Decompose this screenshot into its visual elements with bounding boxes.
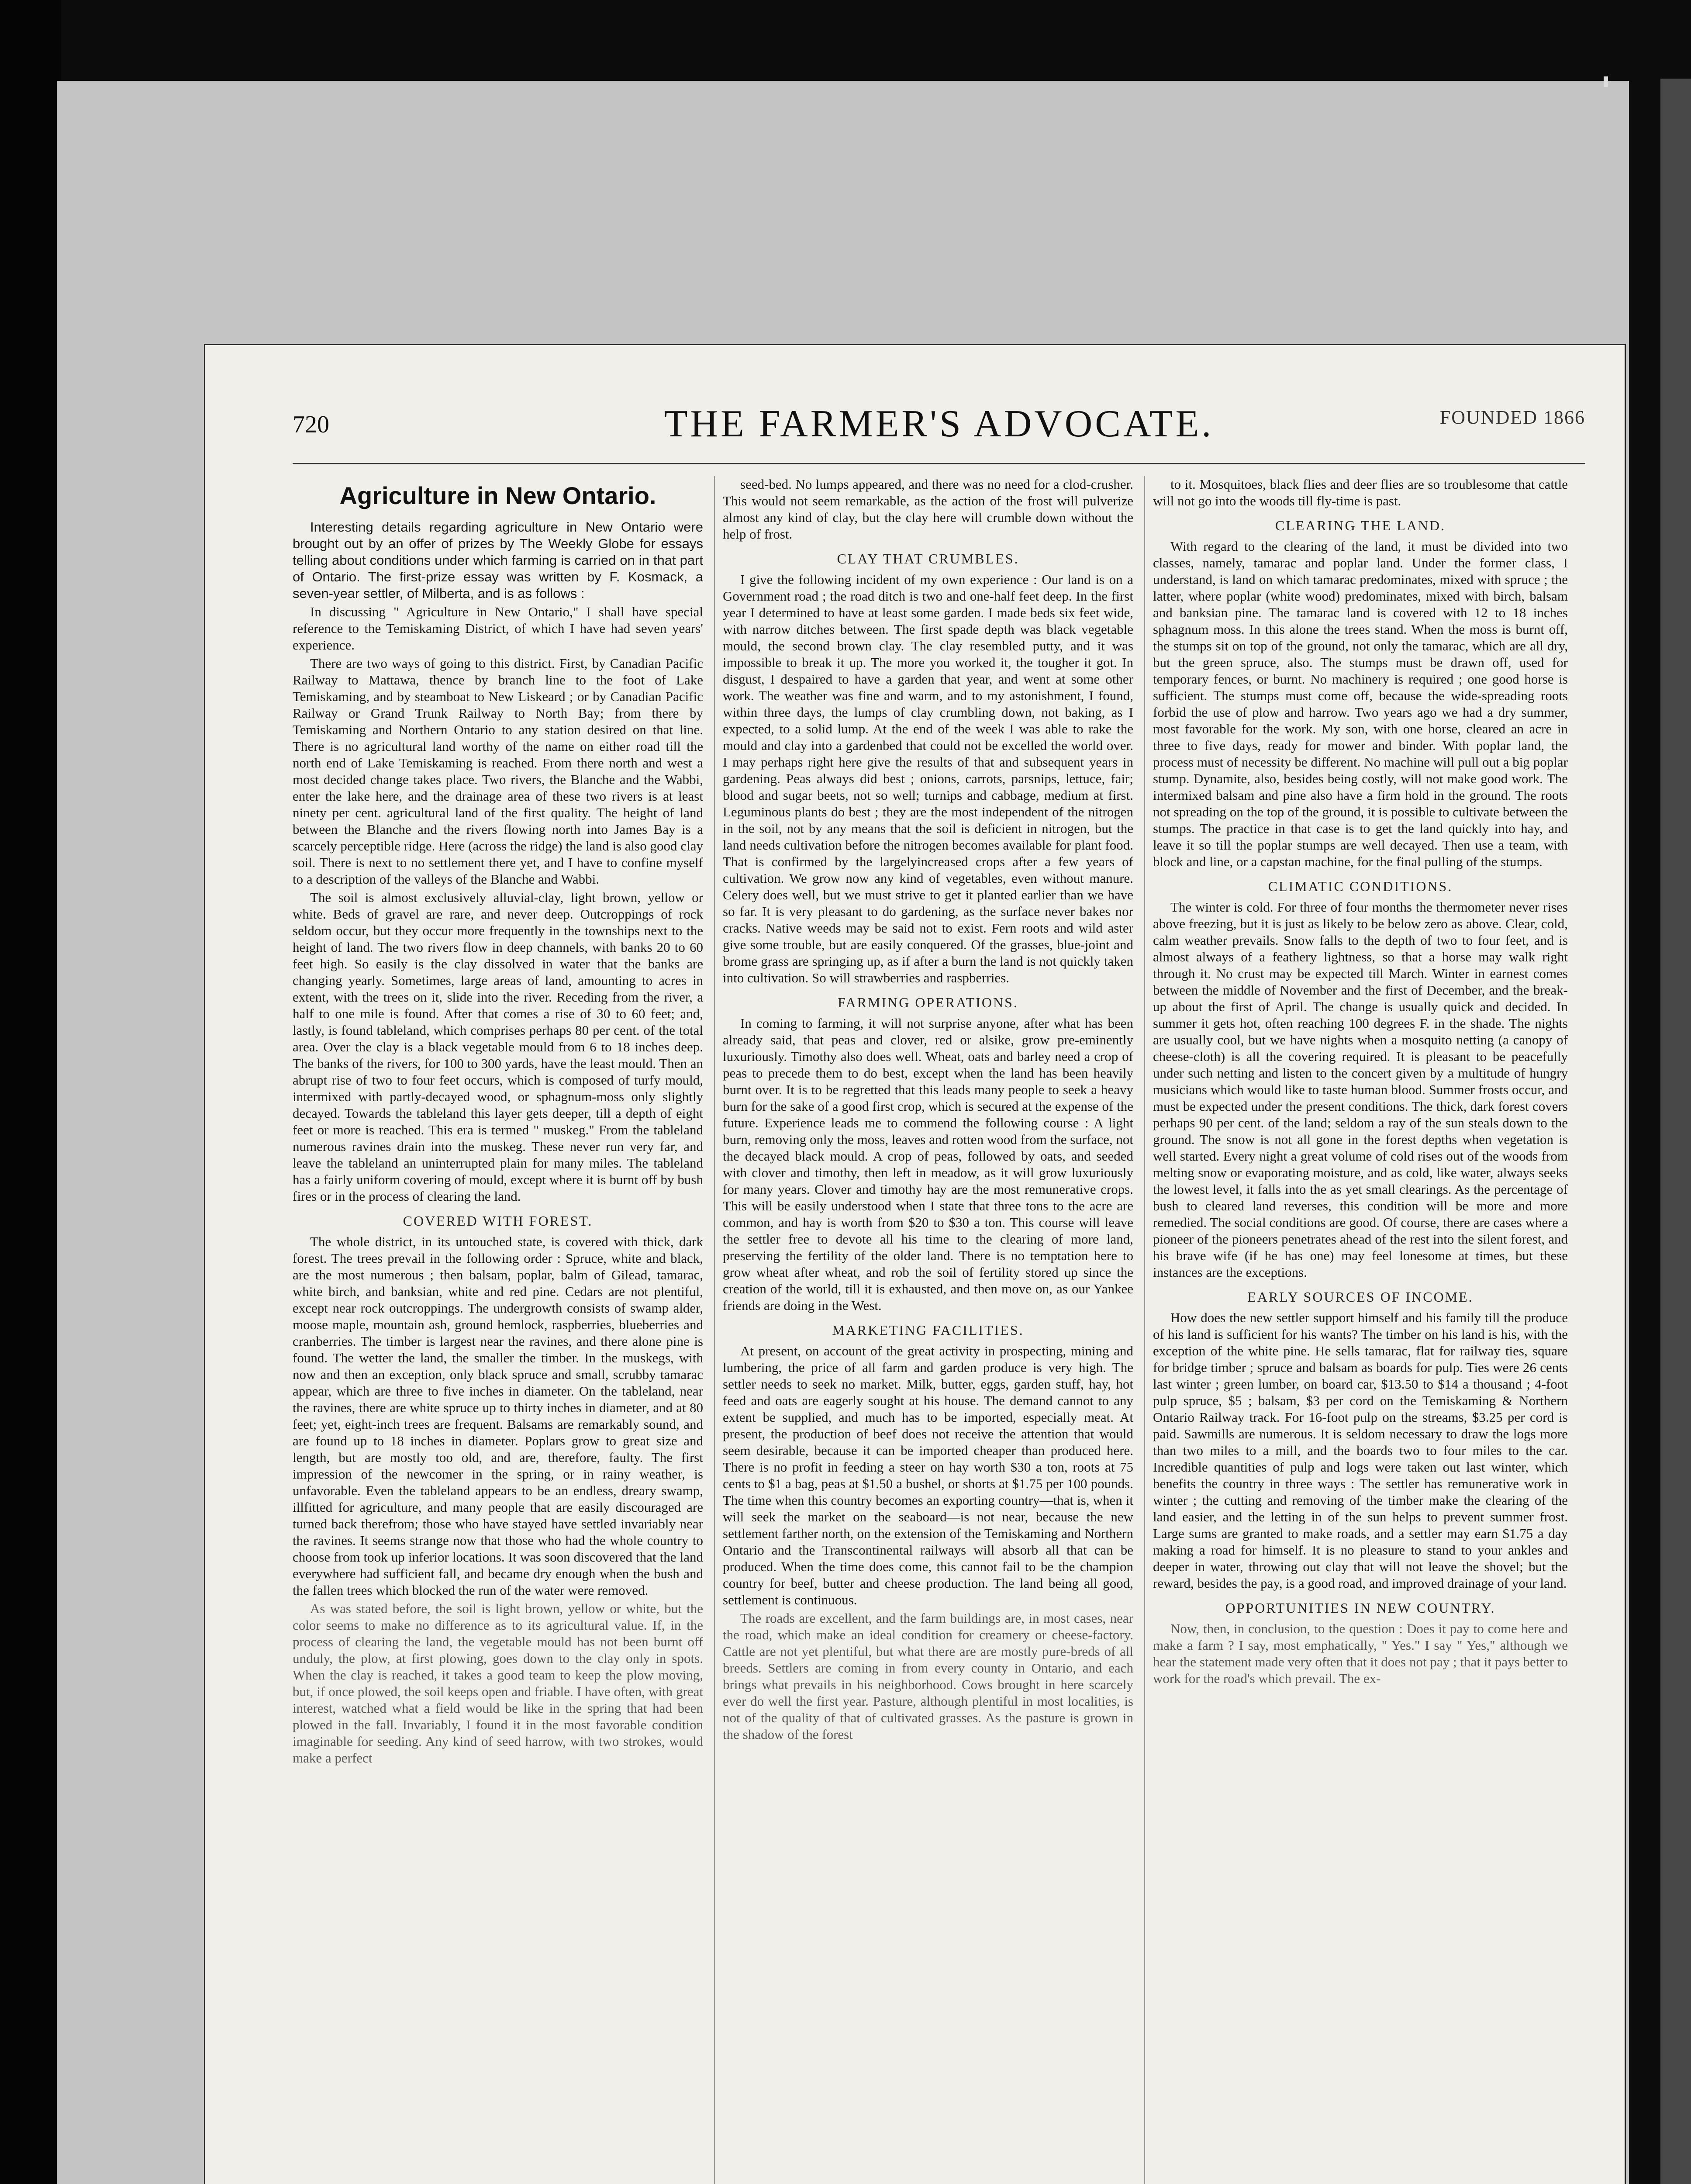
column-2: [723, 476, 1133, 2184]
page-number: 720: [293, 411, 329, 438]
section-heading: OPPORTUNITIES IN NEW COUNTRY.: [1225, 1600, 1496, 1616]
film-tick-mark: [1604, 76, 1608, 87]
section-heading: CLEARING THE LAND.: [1275, 518, 1446, 533]
paragraph: The whole district, in its untouched state, is covered with thick, dark forest. The trees prevail in the following order : Spruce, white and black, are the most numerous ; then balsam, poplar, balm of Gilead, tamarac, white birch, and banksian, white and red pine. Cedars are not plentiful, except near rock outcroppings. The undergrowth consists of swamp alder, moose maple, mountain ash, ground hemlock, raspberries, blueberries and cranberries. The timber is largest near the ravines, and there alone pine is found. The wetter the land, the smaller the timber. In the muskegs, with now and then an exception, only black spruce and small, scrubby tamarac appear, which are three to five inches in diameter. On the tableland, near the ravines, there are white spruce up to thirty inches in diameter, and at 80 feet; yet, eight-inch trees are frequent. Balsams are remarkably sound, and are found up to 18 inches in diameter. Poplars grow to great size and length, but are mostly too old, and are, therefore, faulty. The first impression of the newcomer in the spring, or in rainy weather, is unfavorable. Even the tableland appears to be an endless, dreary swamp, illfitted for agriculture, and many people that are easily discouraged are turned back therefrom; those who have stayed have settled invariably near the ravines. It seems strange now that those who had the whole country to choose from took up inferior locations. It was soon discovered that the land everywhere had sufficient fall, and became dry enough when the bush and the fallen trees which blocked the run of the water were removed.: [293, 1234, 703, 1598]
paragraph: The roads are excellent, and the farm buildings are, in most cases, near the road, which make an ideal condition for creamery or cheese-factory. Cattle are not yet plentiful, but what there are are mostly pure-breds of all breeds. Settlers are coming in from every county in Ontario, and each brings what prevails in his neighborhood. Cows brought in here scarcely ever do well the first year. Pasture, although plentiful in most localities, is not of the quality of that of cultivated grasses. As the pasture is grown in the shadow of the forest: [723, 1610, 1133, 1742]
paragraph: With regard to the clearing of the land, it must be divided into two classes, namely, tamarac and poplar land. Under the former class, I understand, is land on which tamarac predominates, mixed with spruce ; the latter, where poplar (white wood) predominates, mixed with birch, balsam and banksian pine. The tamarac land is covered with 12 to 18 inches sphagnum moss. In this alone the trees stand. When the moss is burnt off, the stumps sit on top of the ground, not only the tamarac, which are all dry, but the green spruce, also. The stumps must be drawn off, used for temporary fences, or burnt. No machinery is required ; one good horse is sufficient. The stumps must come off, because the wide-spreading roots forbid the use of plow and harrow. Two years ago we had a dry summer, most favorable for the work. My son, with one horse, cleared an acre in three to five days, ready for mower and binder. With poplar land, the process must of necessity be different. No machine will pull out a big poplar stump. Dynamite, also, besides being costly, will not make good work. The intermixed balsam and pine also have a firm hold in the ground. The roots not spreading on the top of the ground, it is possible to cultivate between the stumps. The practice in that case is to get the land quickly into hay, and leave it so till the poplar stumps are well decayed. Then use a team, with block and line, or a capstan machine, for the final pulling of the stumps.: [1153, 539, 1568, 869]
film-edge-right: [1660, 79, 1691, 2184]
header-rule: [293, 463, 1585, 464]
founded-label: FOUNDED 1866: [1439, 407, 1585, 428]
paragraph: In discussing " Agriculture in New Ontario," I shall have special reference to the Temiskaming District, of which I have had seven years' experience.: [293, 604, 703, 653]
paragraph: How does the new settler support himself and his family till the produce of his land is sufficient for his wants? The timber on his land is his, with the exception of the white pine. He sells tamarac, flat for railway ties, square for bridge timber ; spruce and balsam as boards for pulp. Ties were 26 cents last winter ; green lumber, on board car, $13.50 to $14 a thousand ; 4-foot pulp spruce, $5 ; balsam, $3 per cord on the Temiskaming & Northern Ontario Railway track. For 16-foot pulp on the streams, $3.25 per cord is paid. Sawmills are numerous. It is seldom necessary to draw the logs more than two miles to a mill, and the boards two to four miles to the car. Incredible quantities of pulp and logs were taken out last winter, which benefits the country in three ways : The settler has remunerative work in winter ; the cutting and removing of the timber make the clearing of the land easier, and the letting in of the sun helps to prevent summer frost. Large sums are granted to make roads, and a settler may earn $1.75 a day making a road for himself. It is no pleasure to stand to your ankles and deeper in water, throwing out clay that will not leave the shovel; but the reward, besides the pay, is a good road, and improved drainage of your land.: [1153, 1310, 1568, 1591]
section-heading: MARKETING FACILITIES.: [832, 1322, 1024, 1338]
section-heading: FARMING OPERATIONS.: [838, 995, 1018, 1010]
section-heading: COVERED WITH FOREST.: [403, 1213, 593, 1229]
paragraph: The soil is almost exclusively alluvial-clay, light brown, yellow or white. Beds of gravel are rare, and never deep. Outcroppings of rock seldom occur, but they occur more frequently in the townships next to the height of land. The two rivers flow in deep channels, with banks 20 to 60 feet high. So easily is the clay dissolved in water that the banks are changing yearly. Sometimes, large areas of land, amounting to acres in extent, with the trees on it, slide into the river. Receding from the river, a half to one mile is found. After that comes a rise of 30 to 60 feet; and, lastly, is found tableland, which comprises perhaps 80 per cent. of the total area. Over the clay is a black vegetable mould from 6 to 18 inches deep. The banks of the rivers, for 100 to 300 yards, have the least mould. Then an abrupt rise of two to four feet occurs, which is composed of turfy mould, intermixed with partly-decayed wood, or sphagnum-moss only slightly decayed. Towards the tableland this layer gets deeper, till a depth of eight feet or more is reached. This era is termed " muskeg." From the tableland numerous ravines drain into the muskeg. These never run very far, and leave the tableland an uninterrupted plain for many miles. The tableland has a fairly uniform covering of mould, except where it is burnt off by bush fires or in the process of clearing the land.: [293, 890, 703, 1204]
article-title: Agriculture in New Ontario.: [339, 482, 656, 509]
newspaper-page: [205, 345, 1625, 2184]
paragraph: In coming to farming, it will not surprise anyone, after what has been already said, that peas and clover, red or alsike, grow pre-eminently luxuriously. Timothy also does well. Wheat, oats and barley need a crop of peas to precede them to do best, except when the land has been heavily burnt over. It is to be regretted that this leads many people to seek a heavy burn for the sake of a good first crop, which is secured at the expense of the future. Experience leads me to commend the following course : A light burn, removing only the moss, leaves and rotten wood from the surface, not the decayed black mould. A crop of peas, followed by oats, and seeded with clover and timothy, then left in meadow, as it will grow luxuriously for many years. Clover and timothy hay are the most remunerative crops. This will be easily understood when I state that three tons to the acre are common, and hay is worth from $20 to $30 a ton. This course will leave the settler free to devote all his time to the clearing of more land, preserving the fertility of the older land. There is no temptation here to grow wheat after wheat, and rob the soil of fertility stored up since the creation of the world, till it is exhausted, and then move on, as our Yankee friends are doing in the West.: [723, 1016, 1133, 1313]
section-heading: CLAY THAT CRUMBLES.: [837, 551, 1019, 567]
paragraph: I give the following incident of my own experience : Our land is on a Government road ; the road ditch is two and one-half feet deep. In the first year I determined to have at least some garden. I made beds six feet wide, with narrow ditches between. The first spade depth was black vegetable mould, the second brown clay. The clay resembled putty, and it was impossible to break it up. The more you worked it, the tougher it got. In disgust, I despaired to have a garden that year, and went at some other work. The weather was fine and warm, and to my astonishment, I found, within three days, the lumps of clay crumbling down, not baking, as I expected, to a solid lump. At the end of the week I was able to rake the mould and clay into a gardenbed that could not be excelled the world over. I may perhaps right here give the results of that and subsequent years in gardening. Peas always did best ; onions, carrots, parsnips, lettuce, fair; blood and sugar beets, not so well; turnips and cabbage, medium at first. Leguminous plants do best ; they are the most independent of the nitrogen in the soil, not by any means that the soil is deficient in nitrogen, but the land needs cultivation before the nitrogen becomes available for plant food. That is confirmed by the largelyincreased crops after a few years of cultivation. We grow now any kind of vegetables, even without manure. Celery does well, but we must strive to get it planted earlier than we have so far. It is very pleasant to do gardening, as the surface never bakes nor cracks. Native weeds may be said not to exist. Fern roots and wild aster give some trouble, but are easily conquered. Of the grasses, blue-joint and brome grass are springing up, as if after a burn the land is not quickly taken into cultivation. So will strawberries and raspberries.: [723, 572, 1133, 985]
column-3: [1153, 476, 1568, 2184]
section-heading: CLIMATIC CONDITIONS.: [1268, 878, 1453, 894]
masthead-title: THE FARMER'S ADVOCATE.: [664, 403, 1214, 445]
paragraph: Now, then, in conclusion, to the question : Does it pay to come here and make a farm ? I say, most emphatically, " Yes." I say " Yes," although we hear the statement made very often that it does not pay ; that it pays better to work for the road's which prevail. The ex-: [1153, 1621, 1568, 1686]
column-divider: [1144, 476, 1145, 2184]
paragraph: As was stated before, the soil is light brown, yellow or white, but the color seems to make no difference as to its agricultural value. If, in the process of clearing the land, the vegetable mould has not been burnt off unduly, the plow, at first plowing, goes down to the clay only in spots. When the clay is reached, it takes a good team to keep the plow moving, but, if once plowed, the soil keeps open and friable. I have often, with great interest, watched what a field would be like in the spring that had been plowed in the fall. Invariably, I found it in the most favorable condition imaginable for seeding. Any kind of seed harrow, with two strokes, would make a perfect: [293, 1601, 703, 1766]
column-divider: [714, 476, 715, 2184]
paragraph: There are two ways of going to this district. First, by Canadian Pacific Railway to Mattawa, thence by branch line to the foot of Lake Temiskaming, and by steamboat to New Liskeard ; or by Canadian Pacific Railway or Grand Trunk Railway to North Bay; from there by Temiskaming and Northern Ontario to any station desired on that line. There is no agricultural land worthy of the name on either road till the north end of Lake Temiskaming is reached. From there north and west a most decided change takes place. Two rivers, the Blanche and the Wabbi, enter the lake here, and the drainage area of these two rivers is at least ninety per cent. agricultural land of the first quality. The height of land between the Blanche and the rivers flowing north into James Bay is a scarcely perceptible ridge. Here (across the ridge) the land is also good clay soil. There is next to no settlement there yet, and I have to confine myself to a description of the valleys of the Blanche and Wabbi.: [293, 656, 703, 887]
paragraph: to it. Mosquitoes, black flies and deer flies are so troublesome that cattle will not go into the woods till fly-time is past.: [1153, 477, 1568, 508]
paragraph: The winter is cold. For three of four months the thermometer never rises above freezing, but it is just as likely to be below zero as above. Clear, cold, calm weather prevails. Snow falls to the depth of two to four feet, and is almost always of a feathery lightness, so that a horse may walk right through it. No crust may be expected till March. Winter in earnest comes between the middle of November and the first of December, and the break-up about the first of April. The change is usually quick and decided. In summer it gets hot, often reaching 100 degrees F. in the shade. The nights are usually cool, but we have nights when a mosquito netting (a canopy of cheese-cloth) is all the covering required. It is pleasant to be peacefully under such netting and listen to the concert given by a multitude of hungry musicians which would like to taste human blood. Summer frosts occur, and must be expected under the present conditions. The thick, dark forest covers perhaps 90 per cent. of the land; seldom a ray of the sun steals down to the ground. The snow is not all gone in the forest depths when vegetation is well started. Every night a great volume of cold rises out of the woods from melting snow or evaporating moisture, and as cold, like water, always seeks the lowest level, it falls into the as yet small clearings. As the percentage of bush to cleared land reverses, this condition will be more and more remedied. The social conditions are good. Of course, there are cases where a pioneer of the pioneers penetrates ahead of the rest into the silent forest, and his brave wife (if he has one) may feel lonesome at times, but these instances are the exceptions.: [1153, 899, 1568, 1280]
paragraph: seed-bed. No lumps appeared, and there was no need for a clod-crusher. This would not seem remarkable, as the action of the frost will pulverize almost any kind of clay, but the clay here will crumble down without the help of frost.: [723, 477, 1133, 542]
article-lead: Interesting details regarding agriculture in New Ontario were brought out by an offer of prizes by The Weekly Globe for essays telling about conditions under which farming is carried on in that part of Ontario. The first-prize essay was written by F. Kosmack, a seven-year settler, of Milberta, and is as follows :: [293, 519, 703, 601]
column-1: [293, 476, 703, 2184]
film-edge-left: [0, 0, 61, 2184]
page-header: [293, 402, 1585, 463]
paragraph: At present, on account of the great activity in prospecting, mining and lumbering, the price of all farm and garden produce is very high. The settler needs to seek no market. Milk, butter, eggs, garden stuff, hay, hot feed and oats are eagerly sought at his house. The demand cannot to any extent be supplied, and much has to be imported, especially meat. At present, the production of beef does not receive the attention that would seem desirable, because it can be imported cheaper than produced here. There is no profit in feeding a steer on hay worth $30 a ton, roots at 75 cents to $1 a bag, peas at $1.50 a bushel, or shorts at $1.75 per 100 pounds. The time when this country becomes an exporting country—that is, when it will seek the market on the seaboard—is not near, because the new settlement farther north, on the extension of the Temiskaming and Northern Ontario and the Transcontinental railways will absorb all that can be produced. When the time does come, this cannot fail to be the champion country for beef, butter and cheese production. The land being all good, settlement is continuous.: [723, 1343, 1133, 1607]
section-heading: EARLY SOURCES OF INCOME.: [1247, 1289, 1474, 1305]
